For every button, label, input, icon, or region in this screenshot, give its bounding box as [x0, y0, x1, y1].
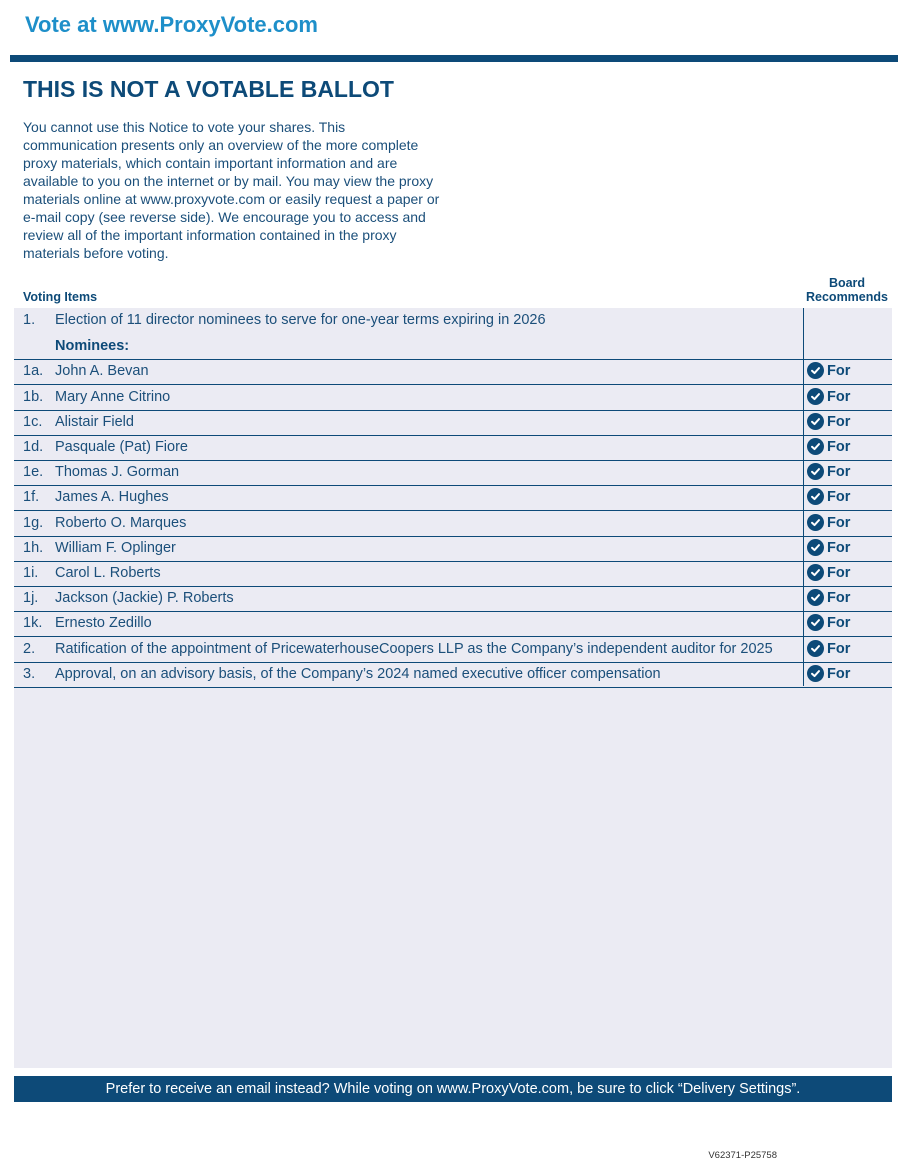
item-number: 1g.: [23, 515, 44, 531]
recommendation-label: For: [827, 614, 851, 631]
recommendation-label: For: [827, 564, 851, 581]
nominees-label: Nominees:: [55, 338, 130, 354]
item-text: Approval, on an advisory basis, of the Company’s 2024 named executive officer compensation: [55, 666, 661, 682]
table-row: [14, 611, 892, 637]
check-circle-icon: [807, 564, 824, 581]
item-text: Election of 11 director nominees to serve for one-year terms expiring in 2026: [55, 312, 546, 328]
table-row: [14, 511, 892, 537]
table-row: [14, 308, 892, 333]
check-circle-icon: [807, 640, 824, 657]
table-row: [14, 385, 892, 411]
table-row: [14, 460, 892, 486]
board-recommendation: [807, 614, 850, 631]
check-circle-icon: [807, 438, 824, 455]
table-row: [14, 637, 892, 663]
check-circle-icon: [807, 388, 824, 405]
check-circle-icon: [807, 413, 824, 430]
delivery-settings-banner: Prefer to receive an email instead? While voting on www.ProxyVote.com, be sure to click “Delivery Settings”.: [14, 1076, 892, 1102]
column-divider: [803, 308, 804, 686]
item-text: Thomas J. Gorman: [55, 464, 180, 480]
item-number: 1k.: [23, 615, 43, 631]
table-row: [14, 586, 892, 612]
check-circle-icon: [807, 488, 824, 505]
table-row: [14, 662, 892, 688]
notice-body: You cannot use this Notice to vote your shares. This communication presents only an overview of the more complete proxy materials, which contain important information and are available to you on the internet or by mail. You may view the proxy materials online at www.proxyvote.com or easily request a paper or e-mail copy (see reverse side). We encourage you to access and review all of the important information contained in the proxy materials before voting.: [23, 119, 440, 261]
board-recommendation: [807, 640, 850, 657]
recommendation-label: For: [827, 640, 851, 657]
item-text: Ernesto Zedillo: [55, 615, 152, 631]
item-number: 1b.: [23, 389, 44, 405]
item-number: 3.: [23, 666, 36, 682]
board-recommendation: [807, 564, 850, 581]
board-recommendation: [807, 438, 850, 455]
item-text: Mary Anne Citrino: [55, 389, 171, 405]
recommendation-label: For: [827, 589, 851, 606]
board-recommendation: [807, 388, 850, 405]
recommendation-label: For: [827, 362, 851, 379]
item-text: William F. Oplinger: [55, 540, 176, 556]
item-number: 1.: [23, 312, 36, 328]
board-recommendation: [807, 488, 850, 505]
recommendation-label: For: [827, 388, 851, 405]
check-circle-icon: [807, 362, 824, 379]
item-text: Pasquale (Pat) Fiore: [55, 439, 188, 455]
board-recommendation: [807, 514, 850, 531]
table-row: [14, 359, 892, 385]
item-number: 1h.: [23, 540, 44, 556]
item-text: Jackson (Jackie) P. Roberts: [55, 590, 234, 606]
check-circle-icon: [807, 589, 824, 606]
item-text: Ratification of the appointment of PricewaterhouseCoopers LLP as the Company’s independent auditor for 2025: [55, 641, 773, 657]
recommendation-label: For: [827, 488, 851, 505]
board-recommendation: [807, 362, 850, 379]
table-row: [14, 334, 892, 360]
item-text: John A. Bevan: [55, 363, 149, 379]
item-number: 2.: [23, 641, 36, 657]
item-text: James A. Hughes: [55, 489, 169, 505]
header-rule: [10, 55, 898, 62]
check-circle-icon: [807, 514, 824, 531]
table-row: [14, 410, 892, 436]
item-number: 1d.: [23, 439, 44, 455]
recommendation-label: For: [827, 665, 851, 682]
item-text: Alistair Field: [55, 414, 134, 430]
check-circle-icon: [807, 665, 824, 682]
document-code: V62371-P25758: [708, 1150, 777, 1161]
recommendation-label: For: [827, 413, 851, 430]
check-circle-icon: [807, 614, 824, 631]
item-text: Roberto O. Marques: [55, 515, 187, 531]
check-circle-icon: [807, 463, 824, 480]
recommendation-label: For: [827, 539, 851, 556]
board-recommendation: [807, 589, 850, 606]
recommendation-label: For: [827, 514, 851, 531]
table-row: [14, 435, 892, 461]
voting-items-header: Voting Items: [23, 290, 98, 304]
item-number: 1i.: [23, 565, 39, 581]
table-row: [14, 536, 892, 562]
board-recommendation: [807, 665, 850, 682]
check-circle-icon: [807, 539, 824, 556]
table-row: [14, 485, 892, 511]
board-recommendation: [807, 413, 850, 430]
board-recommends-header: Board Recommends: [806, 276, 888, 304]
board-recommendation: [807, 539, 850, 556]
board-recommendation: [807, 463, 850, 480]
item-text: Carol L. Roberts: [55, 565, 161, 581]
header-title: Vote at www.ProxyVote.com: [25, 12, 318, 37]
notice-heading: THIS IS NOT A VOTABLE BALLOT: [23, 76, 394, 102]
item-number: 1c.: [23, 414, 43, 430]
item-number: 1e.: [23, 464, 44, 480]
recommendation-label: For: [827, 463, 851, 480]
recommendation-label: For: [827, 438, 851, 455]
item-number: 1f.: [23, 489, 40, 505]
item-number: 1j.: [23, 590, 39, 606]
table-row: [14, 561, 892, 587]
item-number: 1a.: [23, 363, 44, 379]
